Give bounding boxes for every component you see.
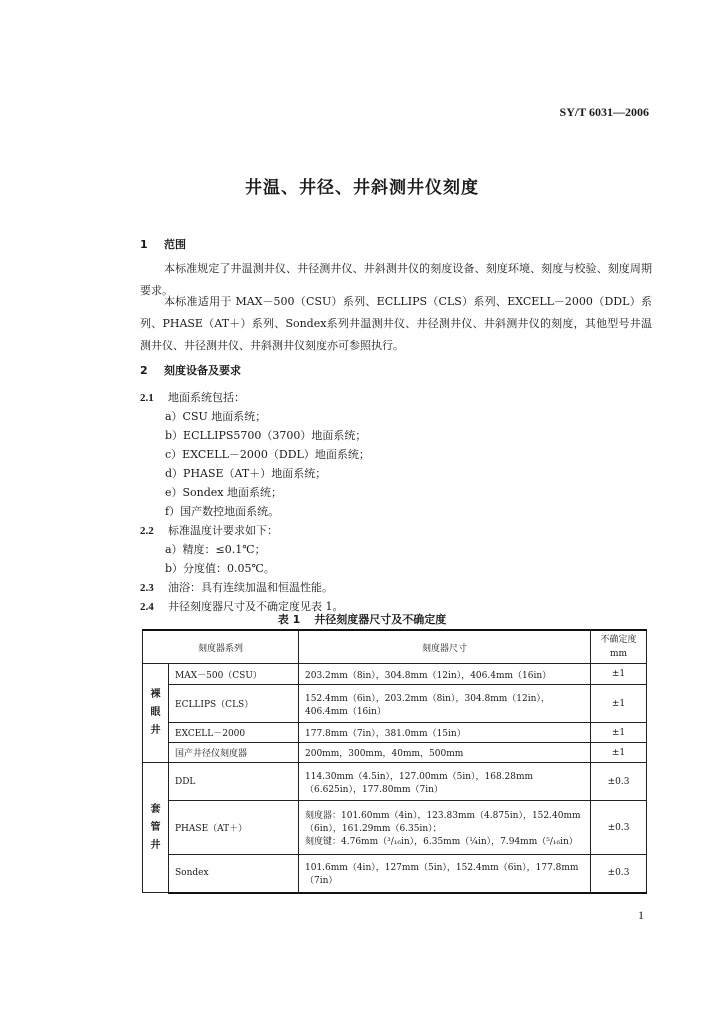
series-cell: EXCELL－2000 xyxy=(169,723,299,743)
uncertainty-unit: mm xyxy=(609,649,628,659)
uncertainty-cell: ±1 xyxy=(591,685,647,723)
table-title: 井径刻度器尺寸及不确定度 xyxy=(314,613,447,626)
standard-code: SY/T 6031—2006 xyxy=(559,105,649,119)
series-cell: ECLLIPS（CLS） xyxy=(169,685,299,723)
list-item: d）PHASE（AT＋）地面系统； xyxy=(165,467,327,480)
page-number: 1 xyxy=(638,908,644,922)
uncertainty-cell: ±1 xyxy=(591,743,647,763)
clause-number: 2.2 xyxy=(140,525,154,537)
series-cell: Sondex xyxy=(169,855,299,893)
clause-text: 地面系统包括： xyxy=(168,391,245,404)
group-label-text: 裸眼井 xyxy=(150,689,161,736)
clause-number: 2.4 xyxy=(140,601,154,613)
list-item: b）分度值：0.05℃。 xyxy=(165,562,275,575)
section-title: 刻度设备及要求 xyxy=(164,364,241,377)
uncertainty-label: 不确定度 xyxy=(600,635,637,645)
clause-text: 标准温度计要求如下： xyxy=(168,524,278,537)
uncertainty-cell: ±0.3 xyxy=(591,855,647,893)
uncertainty-cell: ±1 xyxy=(591,664,647,685)
list-item: a）精度：≤0.1℃； xyxy=(165,543,266,556)
caliper-calibrator-table xyxy=(142,629,647,894)
list-item: c）EXCELL－2000（DDL）地面系统； xyxy=(165,448,370,461)
header-size: 刻度器尺寸 xyxy=(299,630,591,664)
size-cell xyxy=(299,801,591,855)
clause-2-3 xyxy=(140,579,333,595)
clause-number: 2.1 xyxy=(140,392,154,404)
section-title: 范围 xyxy=(164,238,186,251)
section-number: 1 xyxy=(140,238,148,251)
clause-text: 油浴：具有连续加温和恒温性能。 xyxy=(168,581,333,594)
header-series: 刻度器系列 xyxy=(143,630,299,664)
list-item: f）国产数控地面系统。 xyxy=(165,505,280,518)
section-1-paragraph-2: 本标准适用于 MAX－500（CSU）系列、ECLLIPS（CLS）系列、EXCELL－2000（DDL）系列、PHASE（AT＋）系列、Sondex系列井温测井仪、井径测井仪、井斜测井仪的刻度，其他型号井温测井仪、井径测井仪、井斜测井仪刻度亦可参照执行。 xyxy=(140,295,652,352)
table-row xyxy=(143,723,647,743)
series-cell: DDL xyxy=(169,763,299,801)
table-row xyxy=(143,743,647,763)
series-cell: MAX－500（CSU） xyxy=(169,664,299,685)
section-number: 2 xyxy=(140,364,148,377)
header-uncertainty xyxy=(591,630,647,664)
section-1-heading xyxy=(140,236,186,252)
table-row xyxy=(143,664,647,685)
table-caption xyxy=(0,611,724,627)
uncertainty-cell: ±0.3 xyxy=(591,763,647,801)
clause-2-2 xyxy=(140,522,278,538)
size-line: 刻度器：101.60mm（4in），123.83mm（4.875in），152.40mm（6in），161.29mm（6.35in）； xyxy=(305,811,581,834)
list-item: a）CSU 地面系统； xyxy=(165,410,267,423)
table-header-row xyxy=(143,630,647,664)
table-row xyxy=(143,855,647,893)
size-cell: 203.2mm（8in），304.8mm（12in），406.4mm（16in） xyxy=(299,664,591,685)
table-row xyxy=(143,763,647,801)
size-cell: 114.30mm（4.5in），127.00mm（5in），168.28mm（6.625in），177.80mm（7in） xyxy=(299,763,591,801)
size-cell: 152.4mm（6in），203.2mm（8in），304.8mm（12in），406.4mm（16in） xyxy=(299,685,591,723)
section-2-heading xyxy=(140,362,241,378)
list-item: b）ECLLIPS5700（3700）地面系统； xyxy=(165,429,367,442)
uncertainty-cell: ±0.3 xyxy=(591,801,647,855)
size-cell: 200mm，300mm，40mm，500mm xyxy=(299,743,591,763)
size-cell: 177.8mm（7in），381.0mm（15in） xyxy=(299,723,591,743)
page-title: 井温、井径、井斜测井仪刻度 xyxy=(245,178,479,198)
list-item: e）Sondex 地面系统； xyxy=(165,486,283,499)
section-1-paragraph-1: 本标准规定了井温测井仪、井径测井仪、井斜测井仪的刻度设备、刻度环境、刻度与校验、刻度周期要求。 xyxy=(140,262,652,297)
group-label-text: 套管井 xyxy=(150,803,161,851)
clause-number: 2.3 xyxy=(140,582,154,594)
group-label-open-hole xyxy=(143,664,169,763)
series-cell: PHASE（AT＋） xyxy=(169,801,299,855)
size-line: 刻度键：4.76mm（³/₁₆in），6.35mm（¼in），7.94mm（⁵/₁₆in） xyxy=(305,837,578,847)
table-row xyxy=(143,801,647,855)
clause-text: 井径刻度器尺寸及不确定度见表 1。 xyxy=(168,600,344,613)
uncertainty-cell: ±1 xyxy=(591,723,647,743)
series-cell: 国产井径仪刻度器 xyxy=(169,743,299,763)
table-row xyxy=(143,685,647,723)
size-cell: 101.6mm（4in），127mm（5in），152.4mm（6in），177.8mm（7in） xyxy=(299,855,591,893)
table-number: 表 1 xyxy=(277,613,301,626)
group-label-cased-hole xyxy=(143,763,169,893)
clause-2-1 xyxy=(140,389,245,405)
